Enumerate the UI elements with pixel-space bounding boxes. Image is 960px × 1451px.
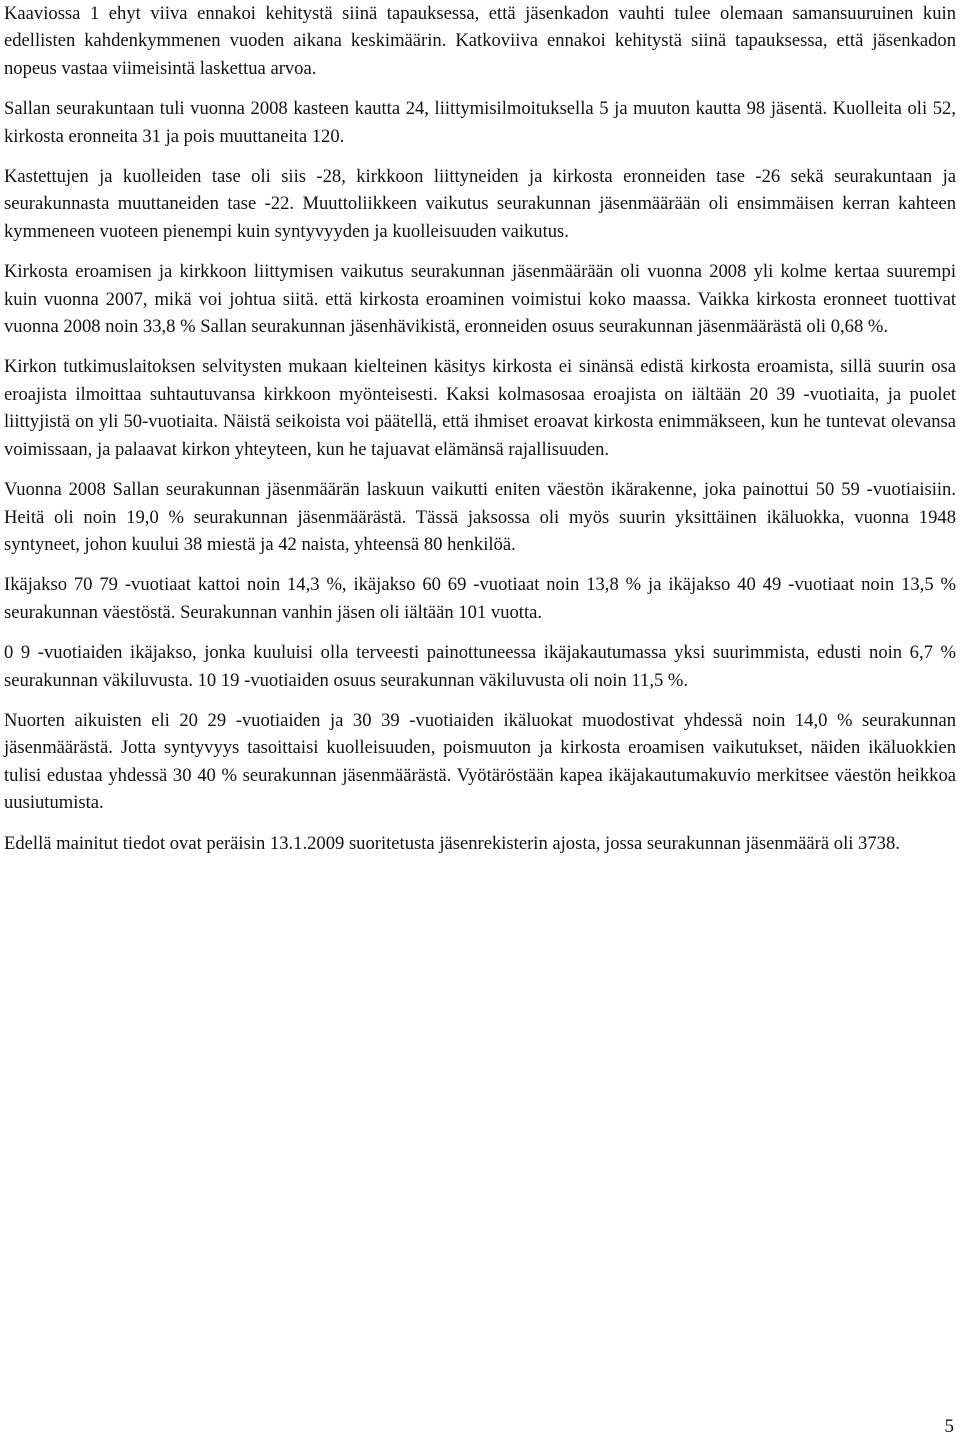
- paragraph-research-institute: Kirkon tutkimuslaitoksen selvitysten mukaan kielteinen käsitys kirkosta ei sinänsä edistä kirkosta eroamista, sillä suurin osa eroajista ilmoittaa suhtautuvansa kirkkoon myönteisesti. Kaksi kolmasosaa eroajista on iältään 20 39 -vuotiaita, ja puolet liittyjistä on yli 50-vuotiaita. Näistä seikoista voi päätellä, että ihmiset eroavat kirkosta enimmäkseen, kun he tuntevat olevansa voimissaan, ja palaavat kirkon yhteyteen, kun he tajuavat elämänsä rajallisuuden.: [4, 356, 956, 460]
- paragraph-age-groups: Ikäjakso 70 79 -vuotiaat kattoi noin 14,3 %, ikäjakso 60 69 -vuotiaat noin 13,8 % ja ikäjakso 40 49 -vuotiaat noin 13,5 % seurakunnan väestöstä. Seurakunnan vanhin jäsen oli iältään 101 vuotta.: [4, 574, 956, 623]
- paragraph-children-youth: 0 9 -vuotiaiden ikäjakso, jonka kuuluisi olla terveesti painottuneessa ikäjakautumassa yksi suurimmista, edusti noin 6,7 % seurakunnan väkiluvusta. 10 19 -vuotiaiden osuus seurakunnan väkiluvusta oli noin 11,5 %.: [4, 642, 956, 691]
- paragraph-resignations: Kirkosta eroamisen ja kirkkoon liittymisen vaikutus seurakunnan jäsenmäärään oli vuonna 2008 yli kolme kertaa suurempi kuin vuonna 2007, mikä voi johtua siitä. että kirkosta eroaminen voimistui koko maassa. Vaikka kirkosta eronneet tuottivat vuonna 2008 noin 33,8 % Sallan seurakunnan jäsenhävikistä, eronneiden osuus seurakunnan jäsenmäärästä oli 0,68 %.: [4, 261, 956, 338]
- paragraph-chart-explanation: Kaaviossa 1 ehyt viiva ennakoi kehitystä siinä tapauksessa, että jäsenkadon vauhti tulee olemaan samansuuruinen kuin edellisten kahdenkymmenen vuoden aikana keskimäärin. Katkoviiva ennakoi kehitystä siinä tapauksessa, että jäsenkadon nopeus vastaa viimeisintä laskettua arvoa.: [4, 3, 956, 79]
- document-page: [4, 0, 956, 870]
- paragraph-young-adults: Nuorten aikuisten eli 20 29 -vuotiaiden ja 30 39 -vuotiaiden ikäluokat muodostivat yhdessä noin 14,0 % seurakunnan jäsenmäärästä. Jotta syntyvyys tasoittaisi kuolleisuuden, poismuuton ja kirkosta eroamisen vaikutukset, näiden ikäluokkien tulisi edustaa yhdessä 30 40 % seurakunnan jäsenmäärästä. Vyötäröstään kapea ikäjakautumakuvio merkitsee väestön heikkoa uusiutumista.: [4, 709, 956, 814]
- page-number: 5: [944, 1416, 954, 1437]
- paragraph-balance: Kastettujen ja kuolleiden tase oli siis -28, kirkkoon liittyneiden ja kirkosta eronneiden tase -26 sekä seurakuntaan ja seurakunnasta muuttaneiden tase -22. Muuttoliikkeen vaikutus seurakunnan jäsenmäärään oli ensimmäisen kerran kahteen kymmeneen vuoteen pienempi kuin syntyvyyden ja kuolleisuuden vaikutus.: [4, 166, 956, 242]
- paragraph-age-structure: Vuonna 2008 Sallan seurakunnan jäsenmäärän laskuun vaikutti eniten väestön ikärakenne, joka painottui 50 59 -vuotiaisiin. Heitä oli noin 19,0 % seurakunnan jäsenmäärästä. Tässä jaksossa oli myös suurin yksittäinen ikäluokka, vuonna 1948 syntyneet, johon kuului 38 miestä ja 42 naista, yhteensä 80 henkilöä.: [4, 479, 956, 555]
- paragraph-membership-changes: Sallan seurakuntaan tuli vuonna 2008 kasteen kautta 24, liittymisilmoituksella 5 ja muuton kautta 98 jäsentä. Kuolleita oli 52, kirkosta eronneita 31 ja pois muuttaneita 120.: [4, 98, 956, 147]
- paragraph-data-source: Edellä mainitut tiedot ovat peräisin 13.1.2009 suoritetusta jäsenrekisterin ajosta, jossa seurakunnan jäsenmäärä oli 3738.: [4, 832, 900, 854]
